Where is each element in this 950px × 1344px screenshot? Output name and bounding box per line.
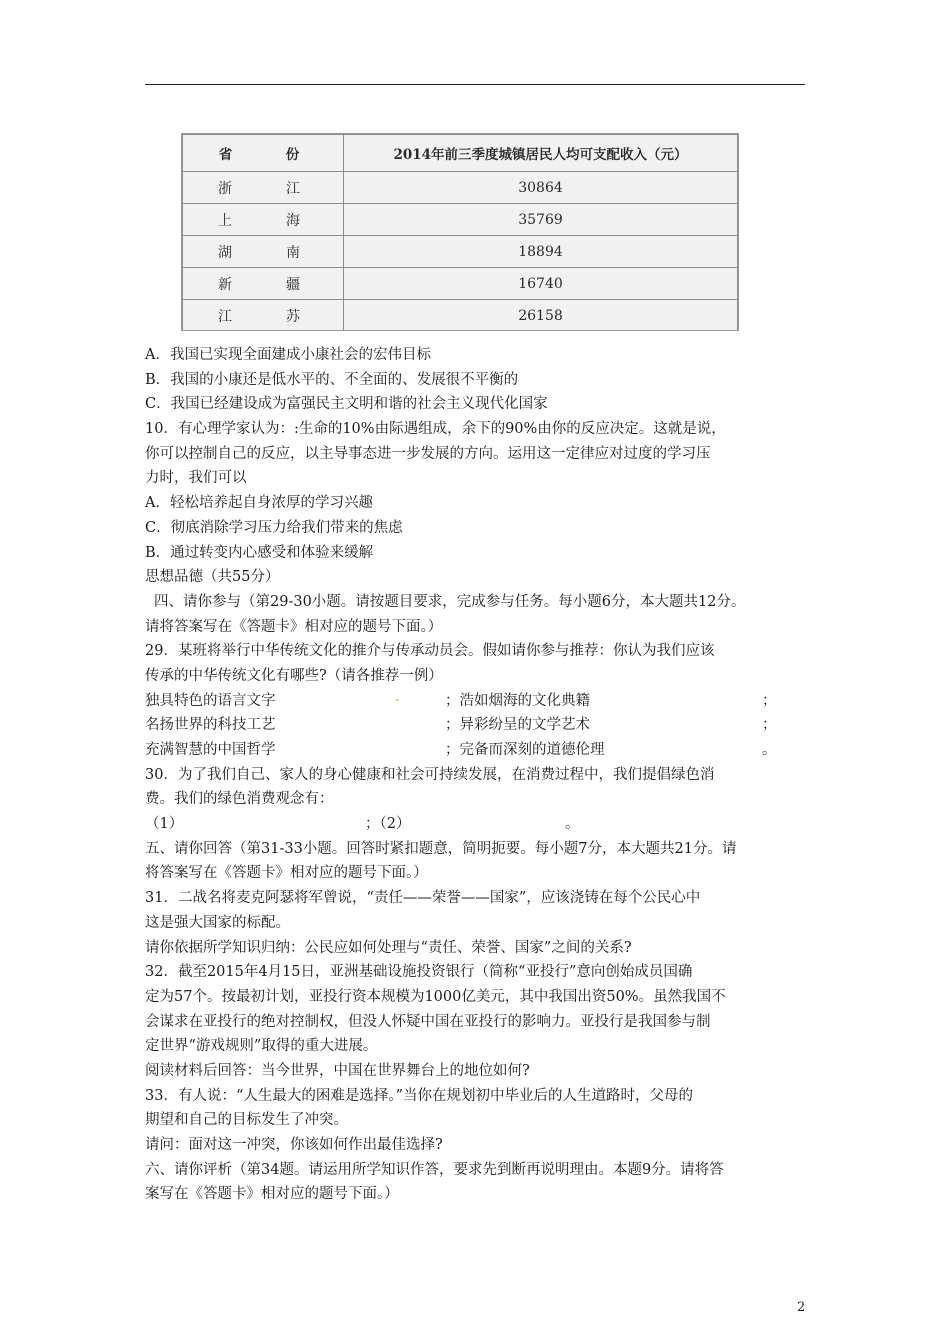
scan-dot: · [395,692,400,709]
cell-income: 26158 [344,300,738,332]
question-32-line: 定世界“游戏规则”取得的重大进展。 [145,1038,378,1055]
question-text [145,343,810,1207]
question-10-line: 你可以控制自己的反应，以主导事态进一步发展的方向。运用这一定律应对过度的学习压 [145,445,711,462]
recommend-row [145,738,810,763]
income-table [182,134,738,331]
recommend-right: ； [762,717,777,734]
section-5-heading: 将答案写在《答题卡》相对应的题号下面。） [145,865,428,882]
section-6-heading: 案写在《答题卡》相对应的题号下面。） [145,1186,399,1203]
question-31-line: 这是强大国家的标配。 [145,914,290,931]
recommend-left: 充满智慧的中国哲学 [145,742,276,758]
cell-province: 江 苏 [183,300,344,332]
cell-income: 30864 [344,172,738,204]
q10-option-b: B．通过转变内心感受和体验来缓解 [145,544,374,561]
question-32-line: 定为57个。按最初计划，亚投行资本规模为1000亿美元，其中我国出资50%。虽然我国不 [145,988,726,1005]
question-31-prompt: 请你依据所学知识归纳：公民应如何处理与“责任、荣誉、国家”之间的关系? [145,939,632,956]
question-30-line: 30．为了我们自己、家人的身心健康和社会可持续发展，在消费过程中，我们提倡绿色消 [145,766,715,783]
header-province: 省 份 [183,135,344,172]
table-row [183,300,738,332]
page-number: 2 [797,1300,806,1315]
income-table-image [181,133,739,331]
recommend-left: 名扬世界的科技工艺 [145,717,276,734]
recommend-right: ； [762,692,777,709]
recommend-row [145,713,810,738]
question-10-line: 力时，我们可以 [145,470,247,487]
recommend-mid: ；完备而深刻的道德伦理 [445,742,605,758]
header-rule [145,84,805,85]
question-33-prompt: 请问：面对这一冲突，你该如何作出最佳选择? [145,1137,443,1153]
cell-income: 18894 [344,236,738,268]
table-row [183,236,738,268]
question-30-line: 费。我们的绿色消费观念有： [145,791,334,808]
recommend-mid: ；异彩纷呈的文学艺术 [445,717,590,734]
recommend-row [145,689,810,714]
question-33-line: 33．有人说：“人生最大的困难是选择。”当你在规划初中毕业后的人生道路时，父母的 [145,1087,694,1104]
table-row [183,172,738,204]
table-header-row [183,135,738,172]
cell-province: 浙 江 [183,172,344,204]
question-10-line: 10．有心理学家认为：:生命的10%由际遇组成，余下的90%由你的反应决定。这就是说， [145,421,726,438]
q10-option-c: C．彻底消除学习压力给我们带来的焦虑 [145,519,403,536]
recommend-right: 。 [762,742,777,758]
q30-blanks [145,812,810,837]
recommend-mid: ；浩如烟海的文化典籍 [445,692,590,709]
blank-end: 。 [565,816,580,833]
question-29-line: 29．某班将举行中华传统文化的推介与传承动员会。假如请你参与推荐：你认为我们应该 [145,643,715,660]
question-32-line: 会谋求在亚投行的绝对控制权，但没人怀疑中国在亚投行的影响力。亚投行是我国参与制 [145,1013,711,1030]
section-4-heading: 请将答案写在《答题卡》相对应的题号下面。） [145,618,443,635]
question-31-line: 31．二战名将麦克阿瑟将军曾说，“责任——荣誉——国家”，应该浇铸在每个公民心中 [145,890,701,907]
recommend-left: 独具特色的语言文字 [145,692,276,709]
cell-province: 上 海 [183,204,344,236]
cell-province: 新 疆 [183,268,344,300]
blank-2-label: ；（2） [365,816,411,833]
option-a: A．我国已实现全面建成小康社会的宏伟目标 [145,347,431,363]
cell-income: 35769 [344,204,738,236]
q10-option-a: A．轻松培养起自身浓厚的学习兴趣 [145,495,373,512]
blank-1-label: （1） [145,816,184,833]
section-6-heading: 六、请你评析（第34题。请运用所学知识作答，要求先到断再说明理由。本题9分。请将答 [145,1161,724,1178]
cell-income: 16740 [344,268,738,300]
question-32-prompt: 阅读材料后回答：当今世界，中国在世界舞台上的地位如何? [145,1062,530,1079]
section-4-heading: 四、请你参与（第29-30小题。请按题目要求，完成参与任务。每小题6分，本大题共12分。 [154,593,746,610]
option-b: B．我国的小康还是低水平的、不全面的、发展很不平衡的 [145,371,519,388]
table-row [183,268,738,300]
table-row [183,204,738,236]
section-5-heading: 五、请你回答（第31-33小题。回答时紧扣题意，简明扼要。每小题7分，本大题共21分。请 [145,840,737,857]
header-income: 2014年前三季度城镇居民人均可支配收入（元） [344,135,738,172]
cell-province: 湖 南 [183,236,344,268]
section-title: 思想品德（共55分） [145,569,280,586]
option-c: C．我国已经建设成为富强民主文明和谐的社会主义现代化国家 [145,396,548,413]
question-29-line: 传承的中华传统文化有哪些?（请各推荐一例） [145,667,443,684]
question-32-line: 32．截至2015年4月15日，亚洲基础设施投资银行（简称“亚投行”意向创始成员国确 [145,964,693,981]
question-33-line: 期望和自己的目标发生了冲突。 [145,1112,348,1129]
